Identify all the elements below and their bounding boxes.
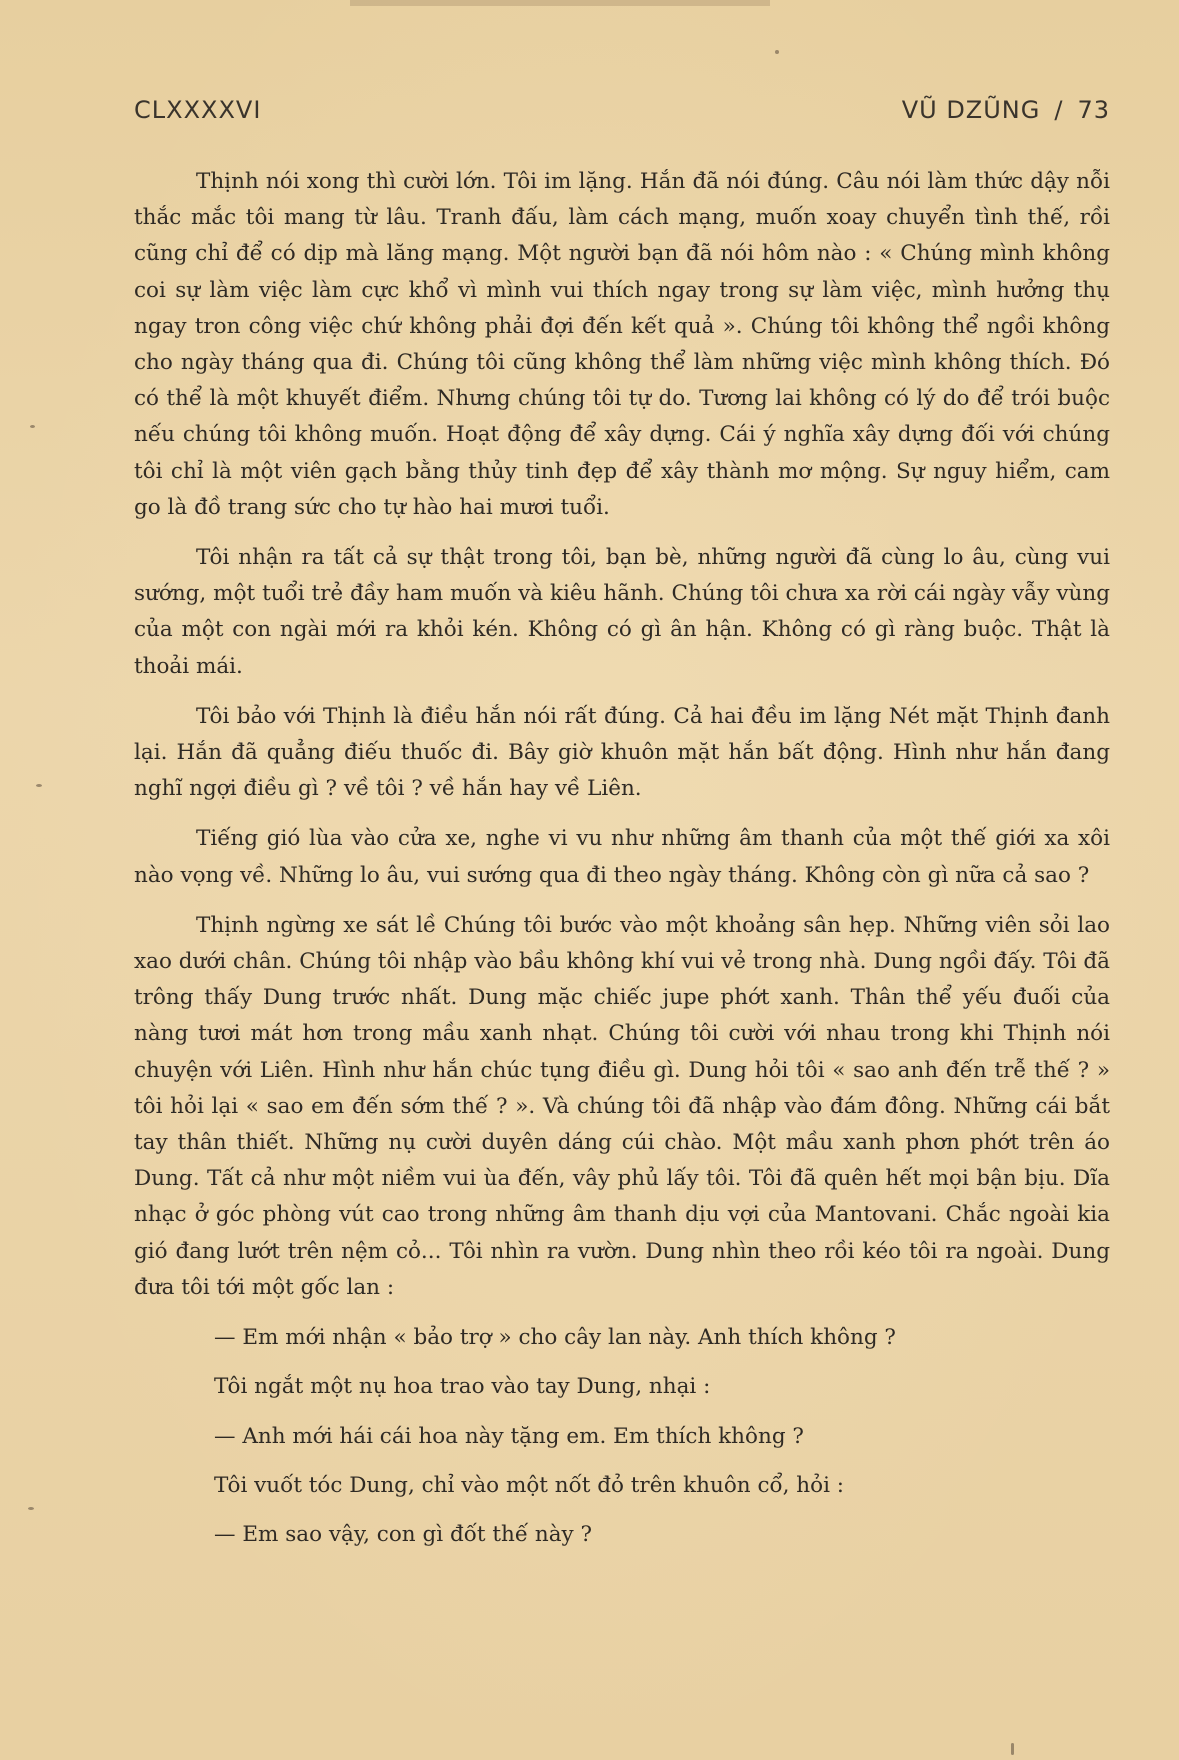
ink-speck (28, 1507, 34, 1510)
paragraph-2: Tôi nhận ra tất cả sự thật trong tôi, bạn bè, những người đã cùng lo âu, cùng vui sướng, một tuổi trẻ đầy ham muốn và kiêu hãnh. Chúng tôi chưa xa rời cái ngày vẫy vùng của một con ngài mới ra khỏi kén. Không có gì ân hận. Không có gì ràng buộc. Thật là thoải mái. (134, 545, 1110, 679)
paragraph-3: Tôi bảo với Thịnh là điều hắn nói rất đúng. Cả hai đều im lặng Nét mặt Thịnh đanh lại. Hắn đã quẳng điếu thuốc đi. Bây giờ khuôn mặt hắn bất động. Hình như hắn đang nghĩ ngợi điều gì ? về tôi ? về hắn hay về Liên. (134, 703, 1110, 802)
paragraph-4: Tiếng gió lùa vào cửa xe, nghe vi vu như những âm thanh của một thế giới xa xôi nào vọng về. Những lo âu, vui sướng qua đi theo ngày tháng. Không còn gì nữa cả sao ? (134, 826, 1110, 888)
dialogue-line-3: — Anh mới hái cái hoa này tặng em. Em thích không ? (214, 1423, 804, 1449)
header-separator: / (1054, 96, 1064, 124)
author-and-page (902, 96, 1110, 124)
book-code: CLXXXXVI (134, 96, 262, 124)
dialogue-line-5: — Em sao vậy, con gì đốt thế này ? (214, 1521, 593, 1547)
page-number: 73 (1077, 96, 1110, 124)
ink-speck (30, 425, 35, 428)
author-name: VŨ DZŨNG (901, 96, 1041, 124)
running-header (134, 96, 1110, 136)
dialogue-line-2: Tôi ngắt một nụ hoa trao vào tay Dung, nhại : (214, 1374, 711, 1400)
dialogue-line-1: — Em mới nhận « bảo trợ » cho cây lan này. Anh thích không ? (214, 1325, 896, 1351)
ink-speck (1011, 1743, 1014, 1755)
ink-speck (36, 784, 42, 787)
body-text (134, 164, 1110, 1566)
ink-speck (775, 50, 779, 54)
paragraph-1: Thịnh nói xong thì cười lớn. Tôi im lặng. Hắn đã nói đúng. Câu nói làm thức dậy nỗi thắc mắc tôi mang từ lâu. Tranh đấu, làm cách mạng, muốn xoay chuyển tình thế, rồi cũng chỉ để có dịp mà lăng mạng. Một người bạn đã nói hôm nào : « Chúng mình không coi sự làm việc làm cực khổ vì mình vui thích ngay trong sự làm việc, mình hưởng thụ ngay tron công việc chứ không phải đợi đến kết quả ». Chúng tôi không thể ngồi không cho ngày tháng qua đi. Chúng tôi cũng không thể làm những việc mình không thích. Đó có thể là một khuyết điểm. Nhưng chúng tôi tự do. Tương lai không có lý do để trói buộc nếu chúng tôi không muốn. Hoạt động để xây dựng. Cái ý nghĩa xây dựng đối với chúng tôi chỉ là một viên gạch bằng thủy tinh đẹp để xây thành mơ mộng. Sự nguy hiểm, cam go là đồ trang sức cho tự hào hai mươi tuổi. (134, 169, 1110, 520)
dialogue-line-4: Tôi vuốt tóc Dung, chỉ vào một nốt đỏ trên khuôn cổ, hỏi : (214, 1472, 845, 1498)
page-top-edge-shadow (350, 0, 770, 6)
paragraph-5: Thịnh ngừng xe sát lề Chúng tôi bước vào một khoảng sân hẹp. Những viên sỏi lao xao dưới chân. Chúng tôi nhập vào bầu không khí vui vẻ trong nhà. Dung ngồi đấy. Tôi đã trông thấy Dung trước nhất. Dung mặc chiếc jupe phớt xanh. Thân thể yếu đuối của nàng tươi mát hơn trong mầu xanh nhạt. Chúng tôi cười với nhau trong khi Thịnh nói chuyện với Liên. Hình như hắn chúc tụng điều gì. Dung hỏi tôi « sao anh đến trễ thế ? » tôi hỏi lại « sao em đến sớm thế ? ». Và chúng tôi đã nhập vào đám đông. Những cái bắt tay thân thiết. Những nụ cười duyên dáng cúi chào. Một mầu xanh phơn phớt trên áo Dung. Tất cả như một niềm vui ùa đến, vây phủ lấy tôi. Tôi đã quên hết mọi bận bịu. Dĩa nhạc ở góc phòng vút cao trong những âm thanh dịu vợi của Mantovani. Chắc ngoài kia gió đang lướt trên nệm cỏ... Tôi nhìn ra vườn. Dung nhìn theo rồi kéo tôi ra ngoài. Dung đưa tôi tới một gốc lan : (134, 912, 1110, 1300)
